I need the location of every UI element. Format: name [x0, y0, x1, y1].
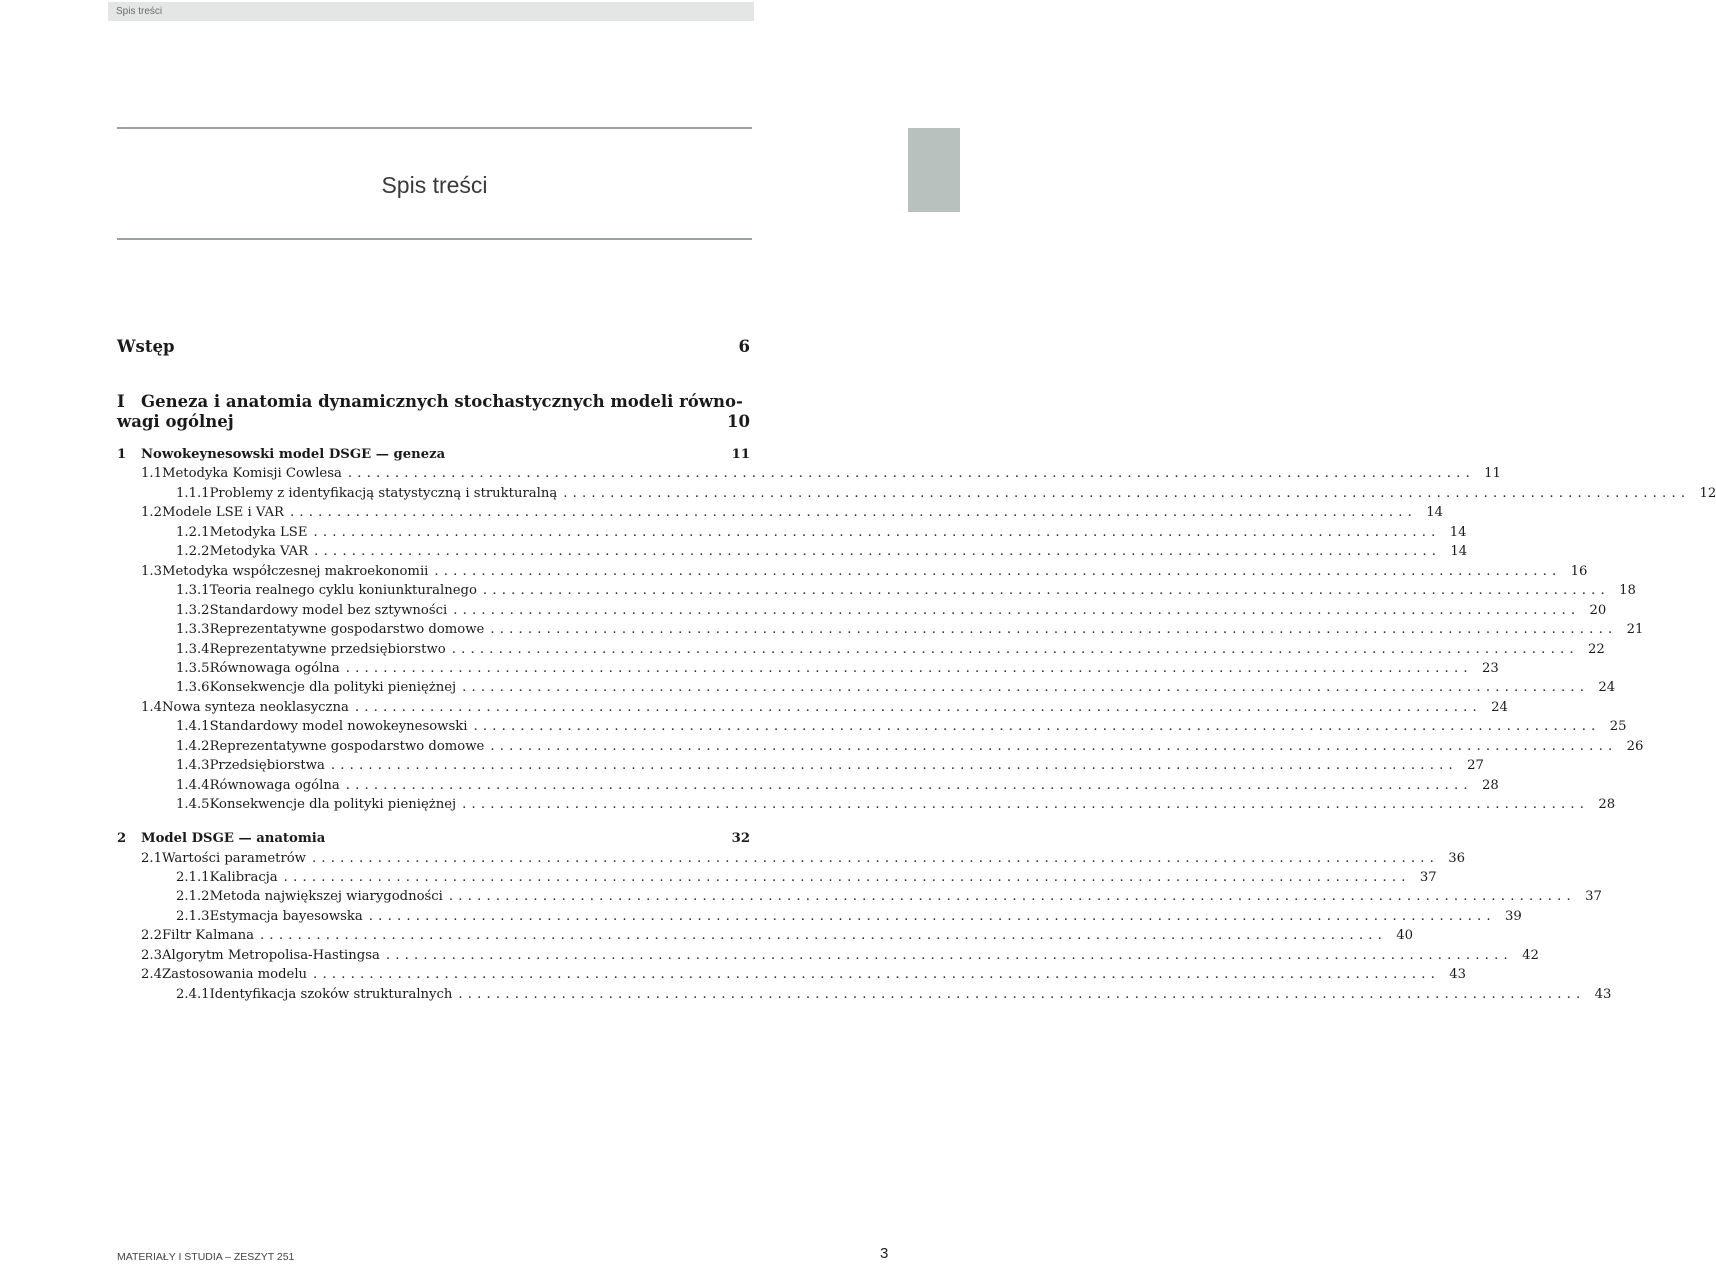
toc-entry[interactable]	[117, 889, 1602, 909]
toc-entry-page: 39	[1505, 908, 1522, 924]
toc-dot-leader: ........................................................................................................................	[313, 967, 1441, 983]
toc-entry-page: 20	[1589, 602, 1607, 618]
toc-intro-page: 6	[738, 337, 750, 356]
toc-entry-number: 2.2	[141, 928, 162, 944]
toc-entry-page: 11	[1484, 466, 1501, 482]
toc-entry-page: 28	[1481, 777, 1499, 793]
footer-page-number: 3	[880, 1245, 889, 1262]
toc-entry-number: 2.1.2	[176, 889, 210, 905]
toc-entry-page: 37	[1585, 889, 1602, 905]
toc-entry-label: Identyfikacja szoków strukturalnych	[209, 986, 453, 1002]
toc-entry-number: 1.4	[141, 699, 162, 715]
toc-entry-label: Filtr Kalmana	[161, 928, 255, 944]
toc-entry-page: 26	[1626, 738, 1644, 754]
toc-entry-label: Reprezentatywne przedsiębiorstwo	[209, 641, 446, 657]
toc-entry-label: Standardowy model nowokeynesowski	[209, 719, 468, 735]
toc-entry[interactable]	[117, 602, 1607, 623]
toc-dot-leader: ........................................................................................................................	[462, 680, 1590, 696]
toc-entry-label: Nowa synteza neoklasyczna	[161, 699, 349, 715]
toc-dot-leader: ........................................................................................................................	[260, 928, 1388, 944]
toc-entry-number: 2.1.3	[176, 908, 210, 924]
toc-entry[interactable]	[117, 544, 1468, 564]
toc-entry-label: Standardowy model bez sztywności	[209, 602, 448, 618]
toc-intro[interactable]	[117, 337, 750, 357]
toc-entry-number: 2.3	[141, 947, 162, 963]
toc-entry-number: 2.1	[141, 850, 162, 866]
toc-dot-leader: ........................................................................................................................	[345, 777, 1473, 793]
toc-entry-page: 32	[731, 831, 750, 847]
toc-dot-leader: ........................................................................................................................	[354, 699, 1482, 715]
toc-entry[interactable]	[117, 777, 1499, 798]
toc-entry[interactable]	[117, 758, 1484, 778]
toc-entry-label: Estymacja bayesowska	[209, 908, 363, 924]
title-rule-bottom	[117, 238, 752, 240]
toc-entry[interactable]	[117, 524, 1467, 545]
toc-entry-label: Teoria realnego cyklu koniunkturalnego	[209, 583, 477, 599]
toc-entry-page: 42	[1522, 947, 1539, 963]
toc-entry[interactable]	[117, 641, 1605, 662]
toc-entry-label: Równowaga ogólna	[209, 777, 340, 793]
toc-entry-number: 1.3.6	[176, 680, 210, 696]
toc-entry-page: 14	[1426, 505, 1444, 521]
toc-entry-number: 1.1.1	[176, 485, 210, 501]
toc-entry[interactable]	[117, 699, 1508, 720]
toc-entry-page: 37	[1419, 870, 1437, 885]
toc-entry-label: Problemy z identyfikacją statystyczną i strukturalną	[209, 485, 558, 501]
toc-entry[interactable]	[117, 831, 750, 851]
toc-entry-number: 1.3.4	[176, 641, 210, 657]
toc-dot-leader: ........................................................................................................................	[451, 641, 1579, 657]
toc-entry[interactable]	[117, 485, 1716, 506]
toc-entry-number: 2.4.1	[176, 986, 210, 1002]
toc-entry-page: 24	[1491, 699, 1508, 715]
toc-entry[interactable]	[117, 583, 1636, 603]
toc-entry-label: Metoda największej wiarygodności	[209, 889, 443, 905]
toc-entry-number: 1.2.2	[176, 544, 210, 560]
toc-dot-leader: ........................................................................................................................	[368, 908, 1496, 924]
toc-dot-leader: ........................................................................................................................	[458, 986, 1586, 1002]
chapter-side-tab	[908, 128, 960, 212]
toc-entry-page: 28	[1598, 797, 1616, 813]
toc-entry-number: 1.2.1	[176, 524, 210, 540]
toc-intro-label: Wstęp	[117, 337, 175, 356]
toc-dot-leader: ........................................................................................................................	[311, 850, 1440, 866]
toc-entry[interactable]	[117, 505, 1444, 525]
toc-entry-number: 2.4	[141, 967, 162, 983]
toc-entry-label: Reprezentatywne gospodarstwo domowe	[209, 622, 485, 638]
toc-entry-label: Metodyka LSE	[209, 524, 308, 540]
toc-entry-label: Algorytm Metropolisa-Hastingsa	[161, 947, 380, 963]
toc-entry-page: 14	[1449, 524, 1467, 540]
toc-dot-leader: ........................................................................................................................	[563, 485, 1691, 501]
toc-entry-page: 25	[1609, 719, 1627, 735]
toc-dot-leader: ........................................................................................................................	[473, 719, 1601, 735]
toc-entry-label: Modele LSE i VAR	[161, 505, 284, 521]
running-header	[108, 2, 754, 21]
toc-entry[interactable]	[117, 466, 1501, 486]
toc-entry[interactable]	[117, 660, 1499, 681]
toc-entry-number: 1.4.2	[176, 738, 210, 754]
toc-part-title-line2: wagi ogólnej	[117, 412, 234, 431]
toc-dot-leader: ........................................................................................................................	[330, 758, 1458, 774]
toc-part-number: I	[117, 392, 125, 411]
toc-entry[interactable]	[117, 908, 1522, 929]
toc-entry-page: 36	[1448, 850, 1466, 866]
toc-dot-leader: ........................................................................................................................	[385, 947, 1513, 963]
toc-entry-page: 23	[1481, 660, 1499, 676]
toc-entry-number: 1.3	[141, 563, 162, 579]
toc-dot-leader: ........................................................................................................................	[290, 505, 1418, 521]
toc-dot-leader: ........................................................................................................................	[448, 889, 1576, 905]
toc-entry-label: Konsekwencje dla polityki pieniężnej	[209, 797, 457, 813]
toc-entry-page: 43	[1594, 986, 1612, 1002]
toc-entry[interactable]	[117, 850, 1466, 871]
toc-entry[interactable]	[117, 967, 1467, 987]
toc-entry-number: 2	[117, 831, 127, 847]
toc-entry-page: 24	[1598, 680, 1616, 696]
toc-entry-page: 18	[1619, 583, 1636, 599]
toc-dot-leader: ........................................................................................................................	[434, 563, 1562, 579]
toc-entry-number: 1.4.3	[176, 758, 210, 774]
toc-entry-label: Kalibracja	[209, 870, 278, 885]
toc-entry-number: 1.3.1	[176, 583, 210, 599]
toc-entry-label: Nowokeynesowski model DSGE — geneza	[141, 447, 446, 462]
toc-dot-leader: ........................................................................................................................	[490, 622, 1618, 638]
toc-entry-label: Metodyka współczesnej makroekonomii	[161, 563, 429, 579]
toc-entry-page: 22	[1587, 641, 1605, 657]
toc-dot-leader: ........................................................................................................................	[283, 870, 1411, 885]
toc-entry[interactable]	[117, 928, 1414, 948]
toc-part-page: 10	[727, 412, 750, 431]
toc-entry-label: Wartości parametrów	[161, 850, 306, 866]
toc-entry-page: 21	[1626, 622, 1644, 638]
toc-entry-number: 1.3.5	[176, 660, 210, 676]
toc-entry[interactable]	[117, 447, 750, 467]
toc-entry[interactable]	[117, 622, 1644, 642]
toc-entry-number: 1	[117, 447, 127, 462]
toc-entry-number: 1.4.5	[176, 797, 210, 813]
toc-entry-number: 1.4.4	[176, 777, 210, 793]
toc-dot-leader: ........................................................................................................................	[453, 602, 1581, 618]
toc-entry-number: 2.1.1	[176, 870, 210, 885]
toc-part-line2[interactable]	[117, 412, 750, 432]
toc-entry-number: 1.3.2	[176, 602, 210, 618]
toc-entry-page: 16	[1570, 563, 1588, 579]
toc-entry-page: 27	[1467, 758, 1484, 774]
toc-entry-label: Metodyka Komisji Cowlesa	[161, 466, 342, 482]
toc-entry-page: 12	[1699, 485, 1716, 501]
toc-entry-page: 11	[731, 447, 750, 462]
toc-part-line1[interactable]	[117, 392, 750, 412]
toc-entry-number: 1.4.1	[176, 719, 210, 735]
toc-entry[interactable]	[117, 738, 1644, 759]
toc-entry[interactable]	[117, 563, 1588, 584]
toc-entry[interactable]	[117, 947, 1539, 968]
toc-entry-label: Zastosowania modelu	[161, 967, 308, 983]
toc-dot-leader: ........................................................................................................................	[462, 797, 1590, 813]
toc-entry[interactable]	[117, 870, 1437, 890]
toc-entry-page: 40	[1396, 928, 1414, 944]
toc-entry-label: Metodyka VAR	[209, 544, 309, 560]
toc-dot-leader: ........................................................................................................................	[345, 660, 1473, 676]
toc-dot-leader: ........................................................................................................................	[347, 466, 1475, 482]
footer-publication: MATERIAŁY I STUDIA – ZESZYT 251	[117, 1251, 295, 1263]
toc-entry[interactable]	[117, 680, 1616, 700]
toc-entry-label: Konsekwencje dla polityki pieniężnej	[209, 680, 457, 696]
toc-entry-label: Model DSGE — anatomia	[141, 831, 326, 847]
toc-entry[interactable]	[117, 719, 1627, 739]
toc-entry-number: 1.2	[141, 505, 162, 521]
toc-dot-leader: ........................................................................................................................	[490, 738, 1618, 754]
toc-dot-leader: ........................................................................................................................	[313, 524, 1441, 540]
toc-entry[interactable]	[117, 986, 1612, 1007]
toc-entry-number: 1.1	[141, 466, 162, 482]
title-rule-top	[117, 127, 752, 129]
toc-entry-label: Przedsiębiorstwa	[209, 758, 325, 774]
toc-dot-leader: ........................................................................................................................	[482, 583, 1610, 599]
toc-entry-label: Reprezentatywne gospodarstwo domowe	[209, 738, 485, 754]
toc-entry-page: 43	[1449, 967, 1467, 983]
running-header-title: Spis treści	[116, 6, 163, 17]
toc-entry-label: Równowaga ogólna	[209, 660, 340, 676]
toc-entry-page: 14	[1450, 544, 1468, 560]
toc-entry[interactable]	[117, 797, 1616, 817]
page-title: Spis treści	[381, 172, 488, 198]
toc-dot-leader: ........................................................................................................................	[314, 544, 1442, 560]
toc-entry-number: 1.3.3	[176, 622, 210, 638]
toc-part-title-line1: Geneza i anatomia dynamicznych stochastycznych modeli równo-	[141, 392, 743, 411]
